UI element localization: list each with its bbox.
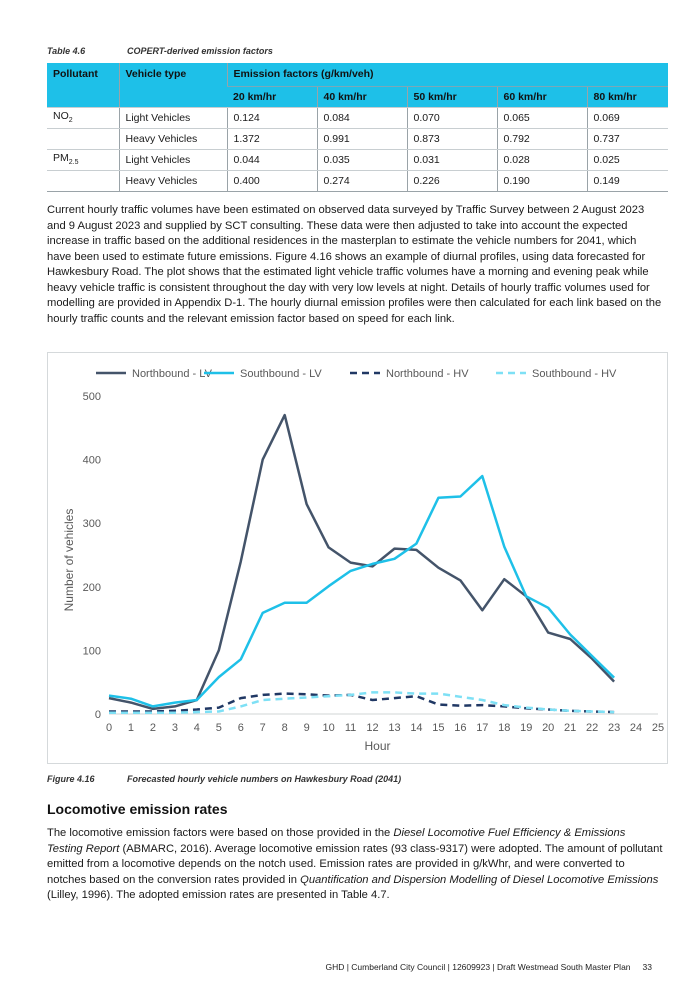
page-number: 33 (642, 962, 652, 972)
y-tick-label: 100 (82, 645, 101, 658)
table-caption-title: COPERT-derived emission factors (127, 46, 273, 56)
figure-caption-number: Figure 4.16 (47, 774, 95, 784)
figure-caption (47, 774, 402, 784)
x-tick-label: 18 (498, 722, 511, 734)
vehicle-cell: Heavy Vehicles (119, 170, 227, 191)
value-cell: 1.372 (227, 128, 317, 149)
x-tick-label: 22 (585, 722, 599, 734)
legend-label-0: Northbound - LV (132, 368, 212, 380)
y-tick-label: 0 (94, 709, 101, 721)
y-tick-label: 400 (82, 454, 101, 467)
table-row (47, 107, 668, 128)
x-tick-label: 12 (366, 722, 379, 734)
header-speed: 20 km/hr (227, 86, 317, 107)
y-tick-label: 500 (82, 391, 101, 403)
y-tick-label: 200 (82, 581, 101, 594)
header-speed: 60 km/hr (497, 86, 587, 107)
header-emission-factors: Emission factors (g/km/veh) (227, 63, 668, 86)
vehicle-cell: Heavy Vehicles (119, 128, 227, 149)
value-cell: 0.792 (497, 128, 587, 149)
x-tick-label: 21 (564, 722, 577, 734)
table-header-row (47, 63, 668, 86)
x-tick-label: 25 (651, 722, 665, 734)
x-tick-label: 11 (344, 722, 357, 734)
value-cell: 0.028 (497, 149, 587, 170)
x-tick-label: 4 (193, 722, 200, 734)
traffic-chart-svg (48, 353, 669, 765)
table-caption (47, 46, 273, 56)
x-tick-label: 20 (542, 722, 555, 734)
pollutant-cell: $PM_{2.5}$ (47, 149, 119, 170)
page-footer (325, 962, 652, 972)
footer-text: GHD | Cumberland City Council | 12609923 | Draft Westmead South Master Plan (325, 962, 631, 972)
y-tick-label: 300 (82, 518, 101, 531)
header-vehicle-type: Vehicle type (119, 63, 227, 107)
x-tick-label: 1 (127, 722, 135, 734)
header-speed: 40 km/hr (317, 86, 407, 107)
vehicle-cell: Light Vehicles (119, 107, 227, 128)
value-cell: 0.031 (407, 149, 497, 170)
x-tick-label: 6 (237, 722, 244, 734)
value-cell: 0.124 (227, 107, 317, 128)
x-tick-label: 10 (322, 722, 335, 734)
vehicle-cell: Light Vehicles (119, 149, 227, 170)
value-cell: 0.190 (497, 170, 587, 191)
pollutant-cell: $NO_2$ (47, 107, 119, 128)
header-speed: 50 km/hr (407, 86, 497, 107)
x-tick-label: 2 (149, 722, 156, 734)
value-cell: 0.274 (317, 170, 407, 191)
header-speed: 80 km/hr (587, 86, 668, 107)
value-cell: 0.991 (317, 128, 407, 149)
x-tick-label: 3 (171, 722, 178, 734)
table-row (47, 128, 668, 149)
x-tick-label: 0 (105, 722, 113, 734)
x-tick-label: 24 (629, 722, 643, 734)
value-cell: 0.226 (407, 170, 497, 191)
x-tick-label: 7 (259, 722, 266, 734)
series-line-1 (109, 476, 614, 706)
x-tick-label: 5 (215, 722, 222, 734)
pollutant-cell (47, 170, 119, 191)
section-heading: Locomotive emission rates (47, 801, 228, 817)
y-axis-label: Number of vehicles (62, 508, 76, 612)
series-line-0 (109, 415, 614, 709)
x-tick-label: 9 (303, 722, 310, 734)
x-tick-label: 23 (607, 722, 621, 734)
traffic-volume-paragraph: Current hourly traffic volumes have been estimated on observed data surveyed by Traffic Survey between 2 August 2023 and 9 August 2023 and supplied by SCT consulting. These data were then adjusted to take into account the expected increase in traffic based on the additional residences in the masterplan to estimate the vehicle numbers for 2041, which have been used to estimate future emissions. Figure 4.16 shows an example of diurnal profiles, using data forecasted for Hawkesbury Road. The plot shows that the estimated light vehicle traffic volumes have a morning and evening peak while heavy vehicle traffic is consistent throughout the day with very low levels at night. Details of hourly traffic volumes used for modelling are provided in Appendix D-1. The hourly diurnal emission profiles were then calculated for each link based on the hourly traffic counts and the relevant emission factor based on speed for each link. (47, 204, 662, 325)
value-cell: 0.400 (227, 170, 317, 191)
x-tick-label: 15 (432, 722, 445, 734)
x-tick-label: 17 (476, 722, 489, 734)
value-cell: 0.149 (587, 170, 668, 191)
x-axis-label: Hour (364, 739, 391, 753)
value-cell: 0.873 (407, 128, 497, 149)
legend-label-1: Southbound - LV (240, 368, 322, 380)
value-cell: 0.025 (587, 149, 668, 170)
figure-caption-title: Forecasted hourly vehicle numbers on Hawkesbury Road (2041) (127, 774, 402, 784)
legend-label-2: Northbound - HV (386, 368, 469, 380)
x-tick-label: 19 (520, 722, 533, 734)
table-caption-number: Table 4.6 (47, 46, 86, 56)
value-cell: 0.044 (227, 149, 317, 170)
value-cell: 0.737 (587, 128, 668, 149)
value-cell: 0.035 (317, 149, 407, 170)
locomotive-paragraph: The locomotive emission factors were based on those provided in the Diesel Locomotive Fuel Efficiency & Emissions Testing Report (ABMARC, 2016). Average locomotive emission rates (93 class-9317) were adopted. The amount of pollutant emitted from a locomotive depends on the notch used. Emission rates are provided in g/kWhr, and were converted to notches based on the conversion rates provided in Quantification and Dispersion Modelling of Diesel Locomotive Emissions (Lilley, 1996). The adopted emission rates are presented in Table 4.7. (47, 827, 663, 901)
x-tick-label: 8 (281, 722, 288, 734)
header-pollutant: Pollutant (47, 63, 119, 107)
x-tick-label: 16 (454, 722, 467, 734)
x-tick-label: 13 (388, 722, 401, 734)
table-row (47, 149, 668, 170)
traffic-chart (47, 352, 668, 764)
value-cell: 0.069 (587, 107, 668, 128)
pollutant-cell (47, 128, 119, 149)
value-cell: 0.065 (497, 107, 587, 128)
value-cell: 0.084 (317, 107, 407, 128)
legend-label-3: Southbound - HV (532, 368, 617, 380)
table-row (47, 170, 668, 191)
emission-factors-table (47, 63, 668, 192)
x-tick-label: 14 (410, 722, 423, 734)
value-cell: 0.070 (407, 107, 497, 128)
